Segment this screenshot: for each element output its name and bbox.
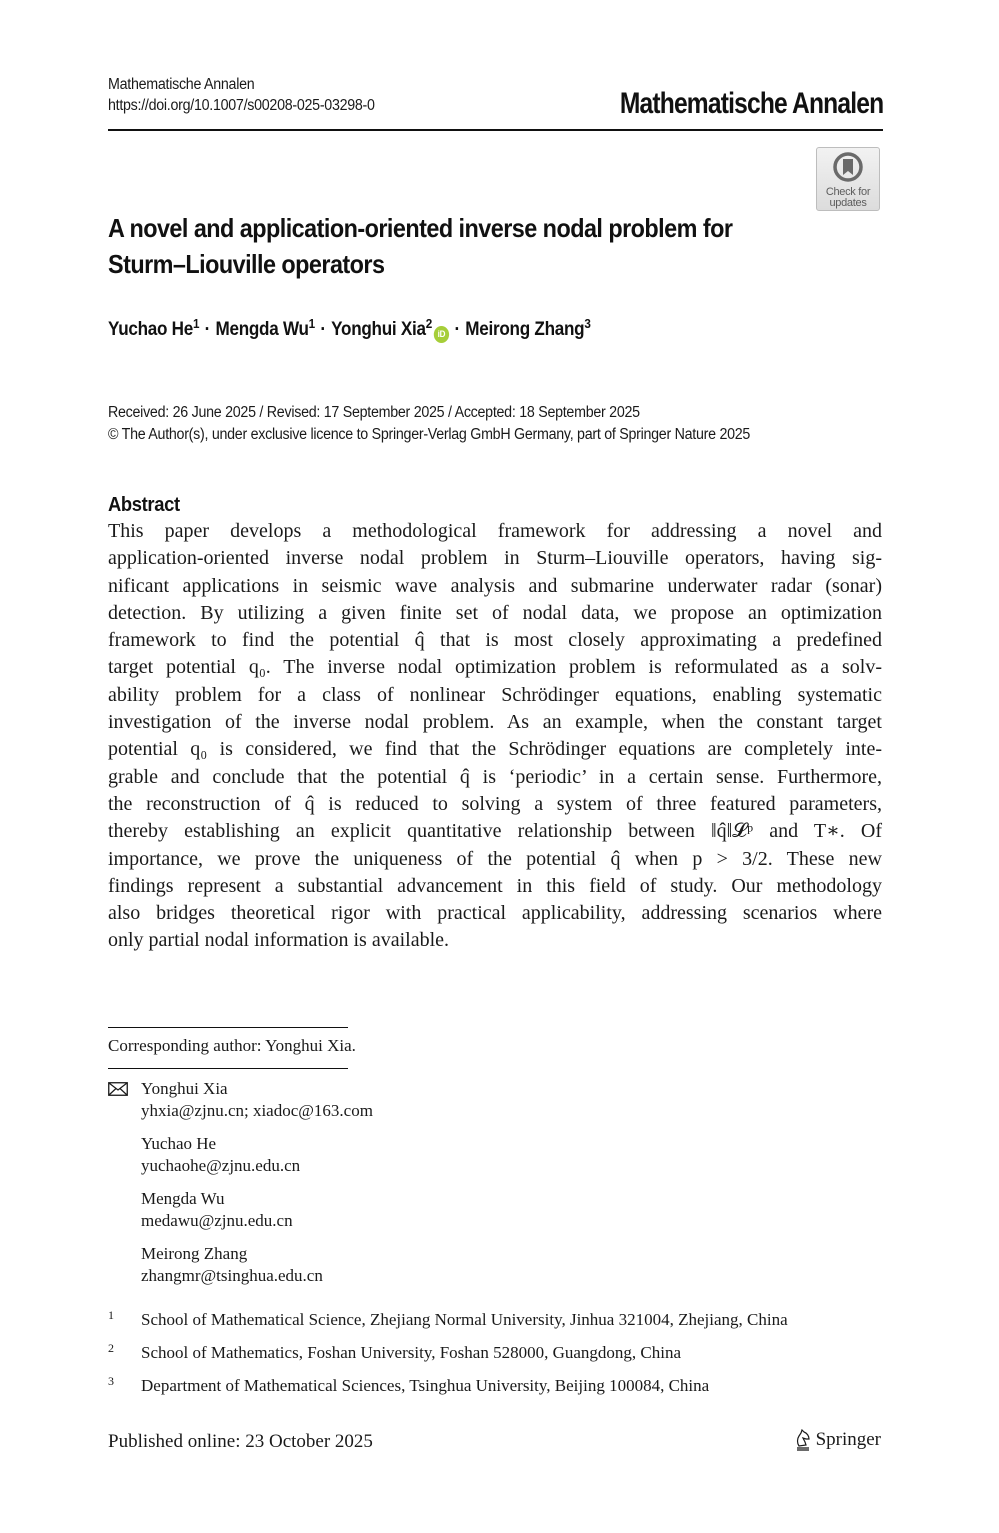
footnote-rule	[108, 1027, 348, 1028]
affiliation-number: 1	[108, 1308, 114, 1322]
abstract-line: findings represent a substantial advancement in this field of study. Our methodology	[108, 874, 882, 897]
title-line-1: A novel and application-oriented inverse nodal problem for	[108, 213, 733, 243]
contact-list	[108, 1078, 373, 1298]
abstract-line: thereby establishing an explicit quantitative relationship between ‖q̂‖𝓛ᵖ and T∗. Of	[108, 820, 882, 843]
abstract-body	[108, 518, 882, 955]
publisher-name: Springer	[815, 1429, 881, 1450]
abstract-line: target potential q₀. The inverse nodal optimization problem is reformulated as a solv-	[108, 656, 882, 679]
contact-email[interactable]: zhangmr@tsinghua.edu.cn	[141, 1266, 323, 1285]
author[interactable]: Yuchao He$^1$	[108, 316, 200, 340]
affiliation	[108, 1375, 788, 1397]
check-for-updates-icon	[833, 152, 863, 182]
publication-dates	[108, 402, 750, 446]
doi-link[interactable]: https://doi.org/10.1007/s00208-025-03298-0	[108, 97, 375, 114]
contact-name: Mengda Wu	[141, 1189, 225, 1208]
affiliation	[108, 1309, 788, 1331]
contact-email[interactable]: medawu@zjnu.edu.cn	[141, 1211, 293, 1230]
contact-email[interactable]: yhxia@zjnu.cn; xiadoc@163.com	[141, 1101, 373, 1120]
author-separator: ·	[204, 319, 211, 340]
contact-entry	[108, 1078, 373, 1122]
check-for-updates-line2: updates	[829, 197, 867, 209]
received-revised-accepted: Received: 26 June 2025 / Revised: 17 September 2025 / Accepted: 18 September 2025	[108, 404, 640, 421]
abstract-line: detection. By utilizing a given finite set of nodal data, we propose an optimization	[108, 601, 882, 624]
abstract-line: grable and conclude that the potential q̂ is ‘periodic’ in a certain sense. Furthermore,	[108, 765, 882, 788]
journal-name: Mathematische Annalen	[108, 76, 255, 93]
author[interactable]: Yonghui Xia$^2$	[331, 316, 432, 340]
journal-logo-text: Mathematische Annalen	[619, 87, 883, 120]
abstract-line: only partial nodal information is available.	[108, 929, 450, 952]
contact-name: Yonghui Xia	[141, 1079, 228, 1098]
affiliation-text: School of Mathematics, Foshan University, Foshan 528000, Guangdong, China	[141, 1343, 682, 1362]
contact-name: Meirong Zhang	[141, 1244, 248, 1263]
orcid-icon[interactable]: iD	[434, 326, 449, 343]
affiliation-number: 2	[108, 1341, 114, 1355]
published-online-date: Published online: 23 October 2025	[108, 1431, 373, 1452]
author-separator: ·	[454, 319, 460, 340]
footnote-rule	[108, 1068, 348, 1069]
affiliation-text: School of Mathematical Science, Zhejiang Normal University, Jinhua 321004, Zhejiang, China	[141, 1310, 788, 1329]
affiliation-list	[108, 1309, 788, 1408]
author[interactable]: Meirong Zhang$^3$	[465, 316, 591, 340]
affiliation-text: Department of Mathematical Sciences, Tsinghua University, Beijing 100084, China	[141, 1376, 710, 1395]
publisher-logo	[794, 1429, 881, 1451]
springer-horse-icon	[794, 1429, 812, 1451]
abstract-line: also bridges theoretical rigor with practical applicability, addressing scenarios where	[108, 902, 882, 925]
check-for-updates-line1: Check for	[825, 186, 871, 198]
paper-title	[108, 210, 756, 282]
title-line-2: Sturm–Liouville operators	[108, 249, 385, 279]
contact-entry	[108, 1133, 373, 1177]
abstract-line: importance, we prove the uniqueness of the potential q̂ when p > 3/2. These new	[108, 847, 882, 870]
abstract-line: investigation of the inverse nodal problem. As an example, when the constant target	[108, 711, 882, 734]
check-for-updates-button[interactable]	[816, 147, 880, 211]
affiliation	[108, 1342, 788, 1364]
abstract-line: potential q₀ is considered, we find that the Schrödinger equations are completely inte-	[108, 738, 882, 761]
abstract-heading: Abstract	[108, 494, 180, 516]
contact-name: Yuchao He	[141, 1134, 217, 1153]
author-separator: ·	[320, 319, 326, 340]
abstract-line: framework to find the potential q̂ that is most closely approximating a predefined	[108, 629, 882, 652]
abstract-line: ability problem for a class of nonlinear Schrödinger equations, enabling systematic	[108, 683, 882, 706]
corresponding-author-note: Corresponding author: Yonghui Xia.	[108, 1036, 356, 1055]
contact-email[interactable]: yuchaohe@zjnu.edu.cn	[141, 1156, 301, 1175]
header-rule	[108, 129, 883, 131]
abstract-line: the reconstruction of q̂ is reduced to solving a system of three featured parameters,	[108, 792, 882, 815]
author-list	[108, 316, 591, 343]
envelope-icon	[108, 1082, 128, 1096]
author[interactable]: Mengda Wu$^1$	[215, 316, 315, 340]
abstract-line: application-oriented inverse nodal problem in Sturm–Liouville operators, having sig-	[108, 547, 882, 570]
abstract-line: nificant applications in seismic wave analysis and submarine underwater radar (sonar)	[108, 574, 882, 597]
contact-entry	[108, 1243, 373, 1287]
contact-entry	[108, 1188, 373, 1232]
copyright-notice: © The Author(s), under exclusive licence to Springer-Verlag GmbH Germany, part of Springer Nature 2025	[108, 426, 751, 443]
running-header	[108, 74, 375, 116]
affiliation-number: 3	[108, 1374, 114, 1388]
abstract-line: This paper develops a methodological framework for addressing a novel and	[108, 520, 882, 542]
